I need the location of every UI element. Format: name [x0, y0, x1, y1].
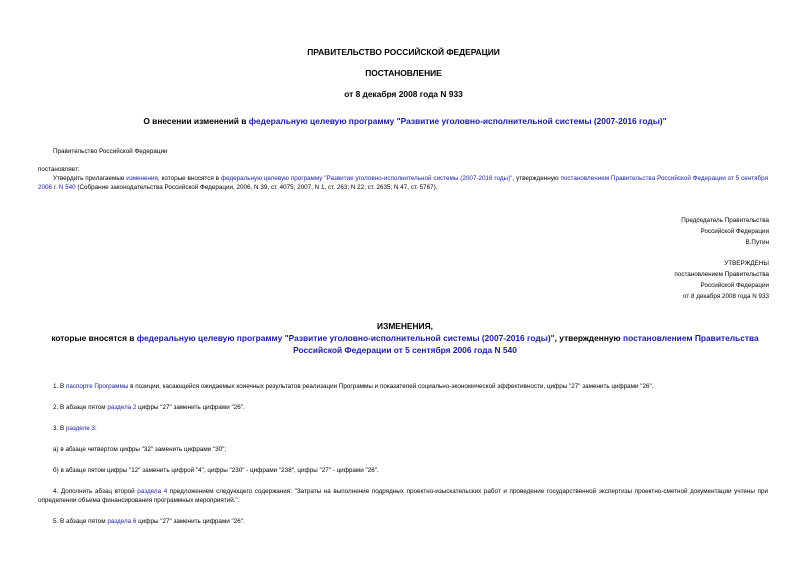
program-link[interactable]: федеральную целевую программу "Развитие уголовно-исполнительной системы (2007-2016 годы)" — [220, 175, 513, 182]
changes-program-link[interactable]: федеральную целевую программу "Развитие уголовно-исполнительной системы (2007-2016 годы)" — [136, 333, 555, 343]
title-prefix: О внесении изменений в — [143, 116, 249, 126]
approval-line-3: Российской Федерации — [700, 282, 769, 289]
item3-text-b: : — [95, 425, 97, 432]
item5-text-b: цифры "27" заменить цифрами "26". — [136, 518, 245, 525]
section-3-link[interactable]: разделе 3 — [65, 425, 96, 432]
document-date-number: от 8 декабря 2008 года N 933 — [344, 89, 463, 99]
signature-line-3: В.Путин — [745, 239, 769, 246]
item3a-text: а) в абзаце четвертом цифры "32" заменить цифрами "30"; — [53, 446, 227, 453]
signature-line-1: Председатель Правительства — [681, 217, 769, 224]
document-type: ПОСТАНОВЛЕНИЕ — [365, 68, 442, 78]
item3-text-a: 3. В — [53, 425, 66, 432]
changes-sub-text-b: , утвержденную — [554, 333, 624, 343]
signature-line-2: Российской Федерации — [700, 228, 769, 235]
approval-line-1: УТВЕРЖДЕНЫ — [724, 260, 769, 267]
list-item — [38, 424, 768, 433]
p1-text-d: (Собрание законодательства Российской Федерации, 2006, N 39, ст. 4075; 2007, N 1, ст. 263; N 22, ст. 2635; N 47, ст. 5767). — [75, 184, 438, 191]
list-item — [38, 466, 768, 475]
title-program-link[interactable]: федеральную целевую программу "Развитие уголовно-исполнительной системы (2007-2016 годы)" — [248, 116, 667, 126]
item1-text-b: в позиции, касающейся ожидаемых конечных результатов реализации Программы и показателей социально-экономической эффективности, цифры "27" заменить цифрами "26". — [128, 383, 654, 390]
changes-sub-text-a: которые вносятся в — [51, 333, 137, 343]
item2-text-b: цифры "27" заменить цифрами "26". — [136, 404, 245, 411]
issuer-line: Правительство Российской Федерации — [53, 148, 168, 155]
changes-decree-link[interactable]: постановлением Правительства Российской Федерации от 5 сентября 2006 года N 540 — [293, 333, 759, 355]
decree-paragraph — [38, 174, 768, 192]
government-header: ПРАВИТЕЛЬСТВО РОССИЙСКОЙ ФЕДЕРАЦИИ — [307, 47, 500, 57]
document-title — [40, 116, 770, 126]
signature-block — [681, 215, 769, 248]
item3b-text: б) в абзаце пятом цифры "12" заменить цифрой "4", цифры "230" - цифрами "238", цифры "27" - цифрами "26". — [53, 467, 379, 474]
approval-block — [674, 258, 769, 302]
list-item — [38, 445, 768, 454]
item4-text-b: предложением следующего содержания: "Затраты на выполнение подрядных проектно-изыскательских работ и проведение государственной экспертизы проектно-сметной документации учтены при определении объема финансирования программных мероприятий.". — [38, 488, 768, 504]
list-item — [38, 403, 768, 412]
decree-540-link[interactable]: постановлением Правительства Российской Федерации от 5 сентября 2006 г. N 540 — [38, 175, 769, 191]
approval-line-2: постановлением Правительства — [674, 271, 769, 278]
changes-subheading — [40, 332, 770, 356]
item5-text-a: 5. В абзаце пятом — [53, 518, 108, 525]
list-item — [38, 382, 768, 391]
section-6-link[interactable]: раздела 6 — [107, 518, 137, 525]
section-4-link[interactable]: раздела 4 — [137, 488, 168, 495]
decrees-line: постановляет: — [38, 166, 80, 173]
program-passport-link[interactable]: паспорте Программы — [65, 383, 129, 390]
item1-text-a: 1. В — [53, 383, 66, 390]
p1-text-c: , утвержденную — [512, 175, 561, 182]
changes-heading: ИЗМЕНЕНИЯ, — [377, 321, 433, 331]
list-item — [38, 487, 768, 505]
changes-link[interactable]: изменения — [126, 175, 158, 182]
section-2-link[interactable]: раздела 2 — [107, 404, 137, 411]
list-item — [38, 517, 768, 526]
p1-text-b: , которые вносятся в — [157, 175, 221, 182]
item4-text-a: 4. Дополнить абзац второй — [53, 488, 138, 495]
approval-line-4: от 8 декабря 2008 года N 933 — [682, 293, 769, 300]
item2-text-a: 2. В абзаце пятом — [53, 404, 108, 411]
p1-text-a: Утвердить прилагаемые — [53, 175, 127, 182]
